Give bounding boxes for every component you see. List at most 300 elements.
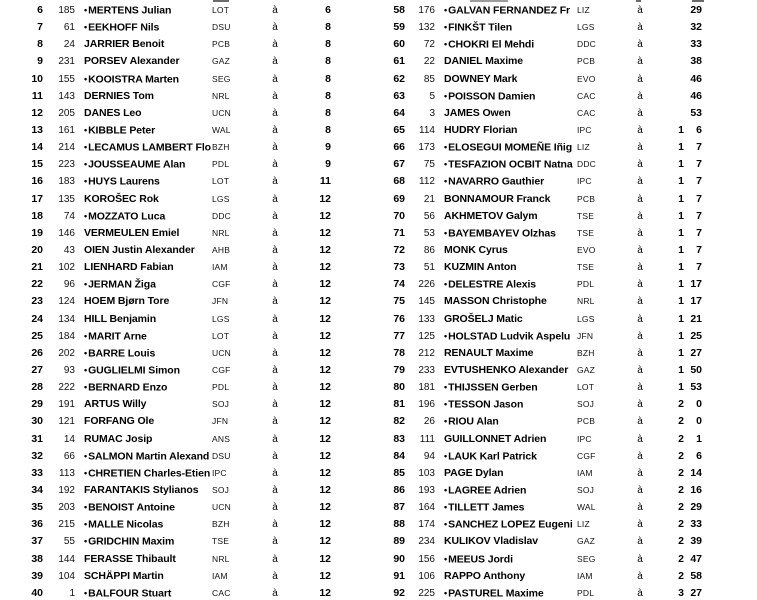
team-code-cell: BZH: [577, 347, 595, 358]
bib-number-cell: 202: [58, 347, 75, 359]
gap-symbol-cell: à: [272, 502, 278, 514]
gap-minutes-cell: 1: [678, 123, 684, 136]
result-row: [370, 156, 720, 173]
rank-cell: 74: [393, 278, 405, 291]
rank-cell: 61: [393, 55, 405, 68]
bib-number-cell: 135: [58, 193, 75, 205]
team-code-cell: AHB: [212, 244, 231, 255]
rider-name-cell: RUMAC Josip: [84, 432, 153, 445]
result-row: [0, 276, 350, 293]
gap-symbol-cell: à: [637, 347, 643, 359]
bib-number-cell: 176: [418, 5, 435, 16]
gap-minutes-cell: 2: [678, 535, 684, 548]
gap-symbol-cell: à: [272, 5, 278, 16]
result-row: [370, 173, 720, 190]
rider-name-cell: RENAULT Maxime: [444, 346, 534, 359]
bib-number-cell: 56: [423, 210, 435, 222]
rank-cell: 39: [31, 569, 43, 582]
team-code-cell: WAL: [212, 124, 231, 135]
gap-symbol-cell: à: [272, 159, 278, 171]
gap-symbol-cell: à: [272, 296, 278, 308]
gap-minutes-cell: 1: [678, 363, 684, 376]
result-row: [0, 482, 350, 499]
gap-minutes-cell: 1: [678, 312, 684, 325]
gap-seconds-cell: 39: [690, 535, 702, 548]
gap-symbol-cell: à: [637, 450, 643, 462]
result-row: [0, 139, 350, 156]
gap-symbol-cell: à: [637, 536, 643, 548]
team-code-cell: TSE: [577, 227, 595, 238]
result-row: [370, 242, 720, 259]
gap-seconds-cell: 6: [696, 123, 702, 136]
gap-symbol-cell: à: [637, 193, 643, 205]
rider-name-cell: PORSEV Alexander: [84, 55, 180, 68]
rider-name-cell: •TESFAZION OCBIT Natna: [444, 158, 573, 171]
result-row: [370, 139, 720, 156]
result-row: [370, 105, 720, 122]
u23-bullet-icon: •: [444, 90, 448, 101]
rank-cell: 22: [31, 278, 43, 291]
gap-symbol-cell: à: [637, 433, 643, 445]
team-code-cell: LGS: [212, 193, 230, 204]
team-code-cell: GAZ: [577, 536, 596, 547]
gap-seconds-cell: 1: [696, 432, 702, 445]
gap-symbol-cell: à: [272, 330, 278, 342]
team-code-cell: IPC: [577, 433, 592, 444]
gap-seconds-cell: 46: [690, 89, 702, 102]
gap-seconds-cell: 7: [696, 158, 702, 171]
result-row: [370, 585, 720, 600]
result-row: [0, 293, 350, 310]
result-row: [0, 242, 350, 259]
rider-name-cell: •TILLETT James: [444, 501, 525, 514]
team-code-cell: TSE: [212, 536, 230, 547]
rank-cell: 70: [393, 209, 405, 222]
rank-cell: 7: [37, 21, 43, 34]
gap-seconds-cell: 8: [325, 38, 331, 51]
gap-symbol-cell: à: [272, 227, 278, 239]
gap-minutes-cell: 1: [678, 158, 684, 171]
result-row: [0, 105, 350, 122]
gap-minutes-cell: 2: [678, 398, 684, 411]
rank-cell: 10: [31, 72, 43, 85]
team-code-cell: DSU: [212, 450, 231, 461]
team-code-cell: DDC: [212, 210, 232, 221]
gap-symbol-cell: à: [637, 296, 643, 308]
gap-seconds-cell: 33: [690, 518, 702, 531]
bib-number-cell: 193: [418, 484, 435, 496]
gap-symbol-cell: à: [272, 484, 278, 496]
rider-name-cell: •CHRETIEN Charles-Etien: [84, 467, 211, 480]
team-code-cell: SOJ: [212, 399, 230, 410]
rank-cell: 6: [37, 4, 43, 16]
bib-number-cell: 14: [63, 433, 75, 445]
team-code-cell: EVO: [577, 73, 596, 84]
rank-cell: 23: [31, 295, 43, 308]
gap-seconds-cell: 12: [319, 312, 331, 325]
gap-seconds-cell: 27: [690, 586, 702, 599]
rider-name-cell: •DELESTRE Alexis: [444, 278, 537, 291]
result-row: [370, 396, 720, 413]
rank-cell: 90: [393, 552, 405, 565]
rider-name-cell: HUDRY Florian: [444, 123, 518, 136]
gap-symbol-cell: à: [637, 416, 643, 428]
u23-bullet-icon: •: [84, 587, 88, 598]
bib-number-cell: 156: [418, 553, 435, 565]
bib-number-cell: 161: [58, 124, 75, 136]
bib-number-cell: 102: [58, 262, 75, 274]
bib-number-cell: 192: [58, 484, 75, 496]
u23-bullet-icon: •: [84, 382, 88, 393]
gap-seconds-cell: 12: [319, 209, 331, 222]
result-row: [0, 413, 350, 430]
gap-seconds-cell: 7: [696, 209, 702, 222]
rank-cell: 9: [37, 55, 43, 68]
gap-seconds-cell: 50: [690, 363, 702, 376]
gap-seconds-cell: 16: [690, 483, 702, 496]
rank-cell: 26: [31, 346, 43, 359]
gap-seconds-cell: 12: [319, 192, 331, 205]
gap-symbol-cell: à: [272, 56, 278, 68]
bib-number-cell: 223: [58, 159, 75, 171]
result-row: [370, 413, 720, 430]
gap-seconds-cell: 12: [319, 226, 331, 239]
team-code-cell: LOT: [212, 330, 230, 341]
bib-number-cell: 191: [58, 399, 75, 411]
gap-seconds-cell: 12: [319, 363, 331, 376]
gap-symbol-cell: à: [637, 90, 643, 102]
u23-bullet-icon: •: [444, 587, 448, 598]
rank-cell: 18: [31, 209, 43, 222]
team-code-cell: IPC: [577, 124, 592, 135]
rider-name-cell: VERMEULEN Emiel: [84, 226, 180, 239]
rider-name-cell: •KOOISTRA Marten: [84, 73, 179, 86]
result-row: [0, 328, 350, 345]
bib-number-cell: 181: [418, 382, 435, 394]
rank-cell: 62: [393, 72, 405, 85]
rank-cell: 81: [393, 398, 405, 411]
gap-symbol-cell: à: [272, 124, 278, 136]
team-code-cell: NRL: [212, 553, 230, 564]
gap-symbol-cell: à: [637, 364, 643, 376]
rank-cell: 71: [393, 226, 405, 239]
rider-name-cell: DERNIES Tom: [84, 89, 154, 102]
rider-name-cell: FORFANG Ole: [84, 415, 155, 428]
u23-bullet-icon: •: [444, 176, 448, 187]
u23-bullet-icon: •: [84, 347, 88, 358]
rank-cell: 77: [393, 329, 405, 342]
team-code-cell: BZH: [212, 142, 230, 153]
bib-number-cell: 145: [418, 296, 435, 308]
result-row: [370, 276, 720, 293]
gap-symbol-cell: à: [272, 39, 278, 51]
rider-name-cell: DOWNEY Mark: [444, 72, 518, 85]
team-code-cell: SEG: [212, 73, 231, 84]
gap-minutes-cell: 1: [678, 329, 684, 342]
team-code-cell: JFN: [577, 330, 594, 341]
rider-name-cell: •MERTENS Julian: [84, 4, 172, 17]
bib-number-cell: 51: [423, 262, 435, 274]
result-row: [0, 122, 350, 139]
u23-bullet-icon: •: [84, 142, 88, 153]
result-row: [0, 156, 350, 173]
result-row: [0, 516, 350, 533]
results-table-left-column: [0, 2, 350, 600]
team-code-cell: WAL: [577, 502, 596, 513]
rank-cell: 82: [393, 415, 405, 428]
rider-name-cell: •LAUK Karl Patrick: [444, 450, 537, 463]
result-row: [0, 36, 350, 53]
gap-symbol-cell: à: [272, 193, 278, 205]
team-code-cell: CAC: [577, 90, 596, 101]
gap-symbol-cell: à: [272, 22, 278, 34]
gap-seconds-cell: 7: [696, 261, 702, 274]
gap-symbol-cell: à: [637, 553, 643, 565]
team-code-cell: SOJ: [212, 484, 230, 495]
bib-number-cell: 1: [69, 587, 75, 599]
rank-cell: 76: [393, 312, 405, 325]
rank-cell: 92: [393, 586, 405, 599]
team-code-cell: IPC: [212, 467, 227, 478]
bib-number-cell: 196: [418, 399, 435, 411]
team-code-cell: SOJ: [577, 484, 595, 495]
rider-name-cell: GUILLONNET Adrien: [444, 432, 547, 445]
team-code-cell: CAC: [212, 587, 231, 598]
rank-cell: 33: [31, 466, 43, 479]
u23-bullet-icon: •: [444, 159, 448, 170]
bib-number-cell: 132: [418, 22, 435, 34]
team-code-cell: DSU: [212, 22, 231, 33]
result-row: [0, 379, 350, 396]
rider-name-cell: •NAVARRO Gauthier: [444, 175, 545, 188]
gap-seconds-cell: 12: [319, 381, 331, 394]
rider-name-cell: LIENHARD Fabian: [84, 261, 174, 274]
bib-number-cell: 93: [63, 364, 75, 376]
result-row: [370, 362, 720, 379]
bib-number-cell: 183: [58, 176, 75, 188]
bib-number-cell: 53: [423, 227, 435, 239]
rank-cell: 40: [31, 586, 43, 599]
result-row: [0, 585, 350, 600]
team-code-cell: UCN: [212, 347, 232, 358]
bib-number-cell: 226: [418, 279, 435, 291]
team-code-cell: IAM: [212, 570, 228, 581]
rank-cell: 30: [31, 415, 43, 428]
gap-seconds-cell: 58: [690, 569, 702, 582]
gap-symbol-cell: à: [637, 210, 643, 222]
rider-name-cell: •MEEUS Jordi: [444, 553, 513, 565]
rider-name-cell: •SANCHEZ LOPEZ Eugeni: [444, 518, 573, 531]
rank-cell: 25: [31, 329, 43, 342]
gap-seconds-cell: 7: [696, 175, 702, 188]
gap-symbol-cell: à: [272, 433, 278, 445]
result-row: [0, 533, 350, 550]
gap-symbol-cell: à: [637, 39, 643, 51]
gap-seconds-cell: 32: [690, 21, 702, 34]
bib-number-cell: 112: [419, 176, 435, 188]
rider-name-cell: •SALMON Martin Alexand: [84, 450, 210, 463]
rank-cell: 65: [393, 123, 405, 136]
bib-number-cell: 104: [58, 570, 75, 582]
rider-name-cell: •TESSON Jason: [444, 398, 524, 411]
rank-cell: 21: [31, 261, 43, 274]
gap-symbol-cell: à: [272, 553, 278, 565]
bib-number-cell: 113: [59, 467, 75, 479]
rank-cell: 17: [31, 192, 43, 205]
result-row: [0, 19, 350, 36]
gap-seconds-cell: 12: [319, 346, 331, 359]
gap-symbol-cell: à: [637, 519, 643, 531]
result-row: [370, 53, 720, 70]
u23-bullet-icon: •: [84, 124, 88, 135]
bib-number-cell: 121: [58, 416, 75, 428]
team-code-cell: IPC: [577, 176, 592, 187]
rank-cell: 20: [31, 243, 43, 256]
bib-number-cell: 205: [58, 107, 75, 119]
result-row: [0, 208, 350, 225]
gap-seconds-cell: 9: [325, 158, 331, 171]
gap-symbol-cell: à: [272, 176, 278, 188]
gap-seconds-cell: 27: [690, 346, 702, 359]
result-row: [0, 568, 350, 585]
rider-name-cell: RAPPO Anthony: [444, 569, 526, 582]
gap-seconds-cell: 12: [319, 466, 331, 479]
gap-minutes-cell: 1: [678, 381, 684, 394]
rider-name-cell: DANIEL Maxime: [444, 55, 524, 68]
rider-name-cell: KOROŠEC Rok: [84, 192, 159, 205]
gap-symbol-cell: à: [272, 536, 278, 548]
rank-cell: 15: [31, 158, 43, 171]
result-row: [370, 191, 720, 208]
team-code-cell: DDC: [577, 159, 597, 170]
gap-symbol-cell: à: [637, 262, 643, 274]
bib-number-cell: 146: [58, 227, 75, 239]
u23-bullet-icon: •: [84, 5, 88, 15]
team-code-cell: UCN: [212, 107, 232, 118]
rank-cell: 13: [31, 123, 43, 136]
u23-bullet-icon: •: [444, 5, 448, 15]
gap-seconds-cell: 17: [690, 295, 702, 308]
rider-name-cell: •BERNARD Enzo: [84, 381, 168, 394]
gap-symbol-cell: à: [272, 107, 278, 119]
gap-symbol-cell: à: [272, 364, 278, 376]
u23-bullet-icon: •: [444, 330, 448, 341]
team-code-cell: LGS: [212, 313, 230, 324]
result-row: [370, 71, 720, 88]
gap-symbol-cell: à: [272, 262, 278, 274]
gap-seconds-cell: 9: [325, 141, 331, 154]
gap-seconds-cell: 12: [319, 552, 331, 565]
rank-cell: 91: [393, 569, 405, 582]
results-table-right-column: [370, 2, 720, 600]
rider-name-cell: •THIJSSEN Gerben: [444, 381, 538, 394]
gap-seconds-cell: 12: [319, 569, 331, 582]
gap-symbol-cell: à: [637, 73, 643, 85]
gap-seconds-cell: 47: [690, 552, 702, 565]
result-row: [370, 328, 720, 345]
team-code-cell: GAZ: [212, 56, 231, 67]
bib-number-cell: 72: [423, 39, 435, 51]
bib-number-cell: 212: [418, 347, 435, 359]
u23-bullet-icon: •: [444, 39, 448, 50]
result-row: [0, 225, 350, 242]
result-row: [0, 2, 350, 19]
gap-seconds-cell: 33: [690, 38, 702, 51]
result-row: [370, 259, 720, 276]
gap-symbol-cell: à: [272, 210, 278, 222]
bib-number-cell: 184: [58, 330, 75, 342]
bib-number-cell: 133: [418, 313, 435, 325]
rider-name-cell: •BENOIST Antoine: [84, 501, 175, 514]
rider-name-cell: •BARRE Louis: [84, 347, 156, 360]
gap-seconds-cell: 12: [319, 261, 331, 274]
gap-seconds-cell: 8: [325, 72, 331, 85]
result-row: [0, 345, 350, 362]
gap-seconds-cell: 6: [325, 4, 331, 16]
u23-bullet-icon: •: [444, 399, 448, 410]
u23-bullet-icon: •: [84, 159, 88, 170]
gap-seconds-cell: 25: [690, 329, 702, 342]
rider-name-cell: •GRIDCHIN Maxim: [84, 535, 175, 548]
rank-cell: 68: [393, 175, 405, 188]
bib-number-cell: 94: [423, 450, 435, 462]
gap-symbol-cell: à: [637, 176, 643, 188]
gap-symbol-cell: à: [637, 570, 643, 582]
result-row: [370, 36, 720, 53]
rider-name-cell: •GUGLIELMI Simon: [84, 364, 180, 377]
rank-cell: 37: [31, 535, 43, 548]
gap-minutes-cell: 2: [678, 415, 684, 428]
bib-number-cell: 103: [418, 467, 435, 479]
gap-seconds-cell: 8: [325, 106, 331, 119]
result-row: [370, 122, 720, 139]
rank-cell: 32: [31, 449, 43, 462]
result-row: [370, 448, 720, 465]
bib-number-cell: 96: [63, 279, 75, 291]
bib-number-cell: 144: [58, 553, 75, 565]
result-row: [0, 71, 350, 88]
gap-symbol-cell: à: [637, 502, 643, 514]
result-row: [0, 311, 350, 328]
u23-bullet-icon: •: [444, 502, 448, 513]
rider-name-cell: •PASTUREL Maxime: [444, 587, 544, 600]
team-code-cell: NRL: [212, 227, 230, 238]
gap-seconds-cell: 0: [696, 415, 702, 428]
u23-bullet-icon: •: [444, 279, 448, 290]
bib-number-cell: 125: [418, 330, 435, 342]
rider-name-cell: •LECAMUS LAMBERT Flo: [84, 141, 211, 154]
result-row: [0, 362, 350, 379]
gap-minutes-cell: 1: [678, 209, 684, 222]
gap-seconds-cell: 12: [319, 501, 331, 514]
gap-symbol-cell: à: [637, 279, 643, 291]
bib-number-cell: 203: [58, 502, 75, 514]
rider-name-cell: BONNAMOUR Franck: [444, 192, 551, 205]
rider-name-cell: •BALFOUR Stuart: [84, 587, 172, 600]
rider-name-cell: EVTUSHENKO Alexander: [444, 363, 569, 376]
gap-minutes-cell: 1: [678, 141, 684, 154]
u23-bullet-icon: •: [84, 536, 88, 547]
gap-seconds-cell: 12: [319, 586, 331, 599]
gap-symbol-cell: à: [637, 227, 643, 239]
gap-symbol-cell: à: [272, 450, 278, 462]
rank-cell: 11: [31, 89, 43, 102]
gap-seconds-cell: 38: [690, 55, 702, 68]
rank-cell: 29: [31, 398, 43, 411]
result-row: [0, 396, 350, 413]
bib-number-cell: 86: [423, 244, 435, 256]
gap-seconds-cell: 7: [696, 243, 702, 256]
